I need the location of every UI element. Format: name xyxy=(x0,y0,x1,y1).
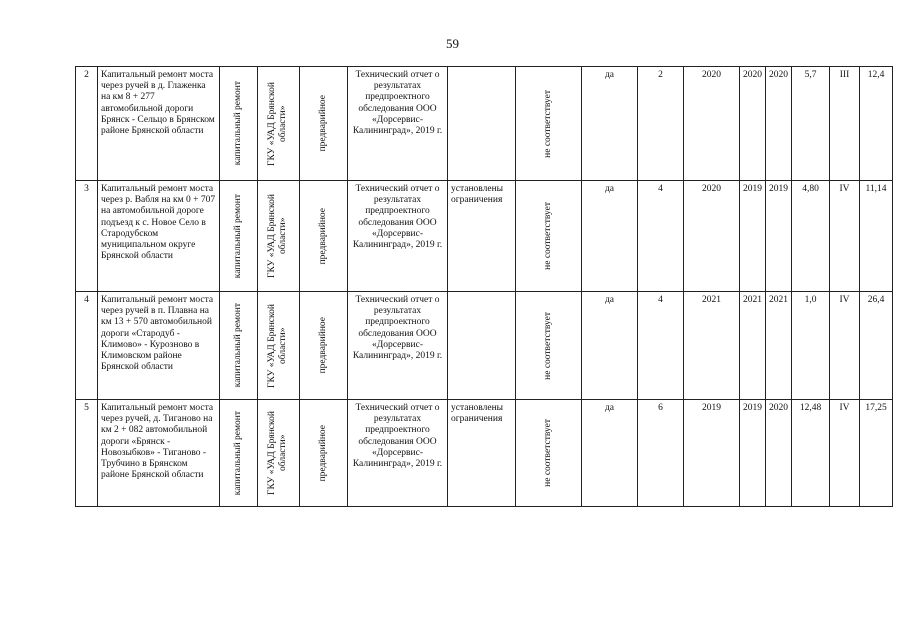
stage: предварийное xyxy=(317,317,328,374)
table-row xyxy=(76,400,893,507)
year-1: 2019 xyxy=(684,400,740,507)
year-1: 2020 xyxy=(684,181,740,292)
restrictions: установлены ограничения xyxy=(448,181,516,292)
table-row xyxy=(76,181,893,292)
customer-cell xyxy=(258,292,300,400)
customer-cell xyxy=(258,181,300,292)
work-type-cell xyxy=(220,181,258,292)
compliance-cell xyxy=(516,67,582,181)
length: 5,7 xyxy=(792,67,830,181)
category: 2 xyxy=(638,67,684,181)
object-name: Капитальный ремонт моста через р. Вабля на км 0 + 707 на автомобильной дороге подъезд к с. Новое Село в Стародубском муниципальном округе Брянской области xyxy=(98,181,220,292)
customer-cell xyxy=(258,67,300,181)
customer: ГКУ «УАД Брянской области» xyxy=(267,194,289,278)
work-type: капитальный ремонт xyxy=(232,81,243,166)
page-number: 59 xyxy=(446,36,459,51)
cost: 12,4 xyxy=(860,67,893,181)
customer: ГКУ «УАД Брянской области» xyxy=(267,411,289,495)
category: 4 xyxy=(638,181,684,292)
roman-category: IV xyxy=(830,181,860,292)
stage-cell xyxy=(300,67,348,181)
year-3: 2019 xyxy=(766,181,792,292)
work-type-cell xyxy=(220,400,258,507)
length: 1,0 xyxy=(792,292,830,400)
stage: предварийное xyxy=(317,207,328,265)
restrictions: установлены ограничения xyxy=(448,400,516,507)
cost: 11,14 xyxy=(860,181,893,292)
flag: да xyxy=(582,400,638,507)
year-2: 2021 xyxy=(740,292,766,400)
document: Технический отчет о результатах предпроектного обследования ООО «Дорсервис-Калининград», 2019 г. xyxy=(348,400,448,507)
category: 6 xyxy=(638,400,684,507)
flag: да xyxy=(582,292,638,400)
object-name: Капитальный ремонт моста через ручей, д. Тиганово на км 2 + 082 автомобильной дороги «Брянск - Новозыбков» - Тиганово - Трубчино в Брянском районе Брянской области xyxy=(98,400,220,507)
work-type-cell xyxy=(220,292,258,400)
table-row xyxy=(76,292,893,400)
document: Технический отчет о результатах предпроектного обследования ООО «Дорсервис-Калининград», 2019 г. xyxy=(348,67,448,181)
cost: 26,4 xyxy=(860,292,893,400)
year-2: 2019 xyxy=(740,181,766,292)
work-type-cell xyxy=(220,67,258,181)
length: 4,80 xyxy=(792,181,830,292)
customer-cell xyxy=(258,400,300,507)
stage: предварийное xyxy=(317,95,328,152)
category: 4 xyxy=(638,292,684,400)
roman-category: III xyxy=(830,67,860,181)
row-number: 3 xyxy=(76,181,98,292)
row-number: 4 xyxy=(76,292,98,400)
customer: ГКУ «УАД Брянской области» xyxy=(267,303,289,388)
roman-category: IV xyxy=(830,400,860,507)
compliance: не соответствует xyxy=(542,202,553,270)
year-3: 2021 xyxy=(766,292,792,400)
row-number: 5 xyxy=(76,400,98,507)
year-2: 2020 xyxy=(740,67,766,181)
length: 12,48 xyxy=(792,400,830,507)
year-3: 2020 xyxy=(766,400,792,507)
stage-cell xyxy=(300,292,348,400)
document: Технический отчет о результатах предпроектного обследования ООО «Дорсервис-Калининград», 2019 г. xyxy=(348,181,448,292)
compliance: не соответствует xyxy=(542,419,553,487)
stage-cell xyxy=(300,400,348,507)
work-type: капитальный ремонт xyxy=(232,410,243,496)
cost: 17,25 xyxy=(860,400,893,507)
table-row xyxy=(76,67,893,181)
object-name: Капитальный ремонт моста через ручей в п. Плавна на км 13 + 570 автомобильной дороги «Стародуб - Климово» - Курозново в Климовском районе Брянской области xyxy=(98,292,220,400)
year-1: 2021 xyxy=(684,292,740,400)
year-2: 2019 xyxy=(740,400,766,507)
year-3: 2020 xyxy=(766,67,792,181)
document: Технический отчет о результатах предпроектного обследования ООО «Дорсервис-Калининград», 2019 г. xyxy=(348,292,448,400)
object-name: Капитальный ремонт моста через ручей в д. Глаженка на км 8 + 277 автомобильной дороги Брянск - Сельцо в Брянском районе Брянской области xyxy=(98,67,220,181)
restrictions xyxy=(448,67,516,181)
flag: да xyxy=(582,67,638,181)
compliance-cell xyxy=(516,400,582,507)
stage: предварийное xyxy=(317,424,328,482)
row-number: 2 xyxy=(76,67,98,181)
work-type: капитальный ремонт xyxy=(232,303,243,388)
flag: да xyxy=(582,181,638,292)
year-1: 2020 xyxy=(684,67,740,181)
bridge-repair-table xyxy=(75,66,893,507)
compliance: не соответствует xyxy=(542,311,553,380)
compliance: не соответствует xyxy=(542,89,553,158)
roman-category: IV xyxy=(830,292,860,400)
work-type: капитальный ремонт xyxy=(232,193,243,279)
stage-cell xyxy=(300,181,348,292)
compliance-cell xyxy=(516,292,582,400)
restrictions xyxy=(448,292,516,400)
customer: ГКУ «УАД Брянской области» xyxy=(267,81,289,166)
compliance-cell xyxy=(516,181,582,292)
